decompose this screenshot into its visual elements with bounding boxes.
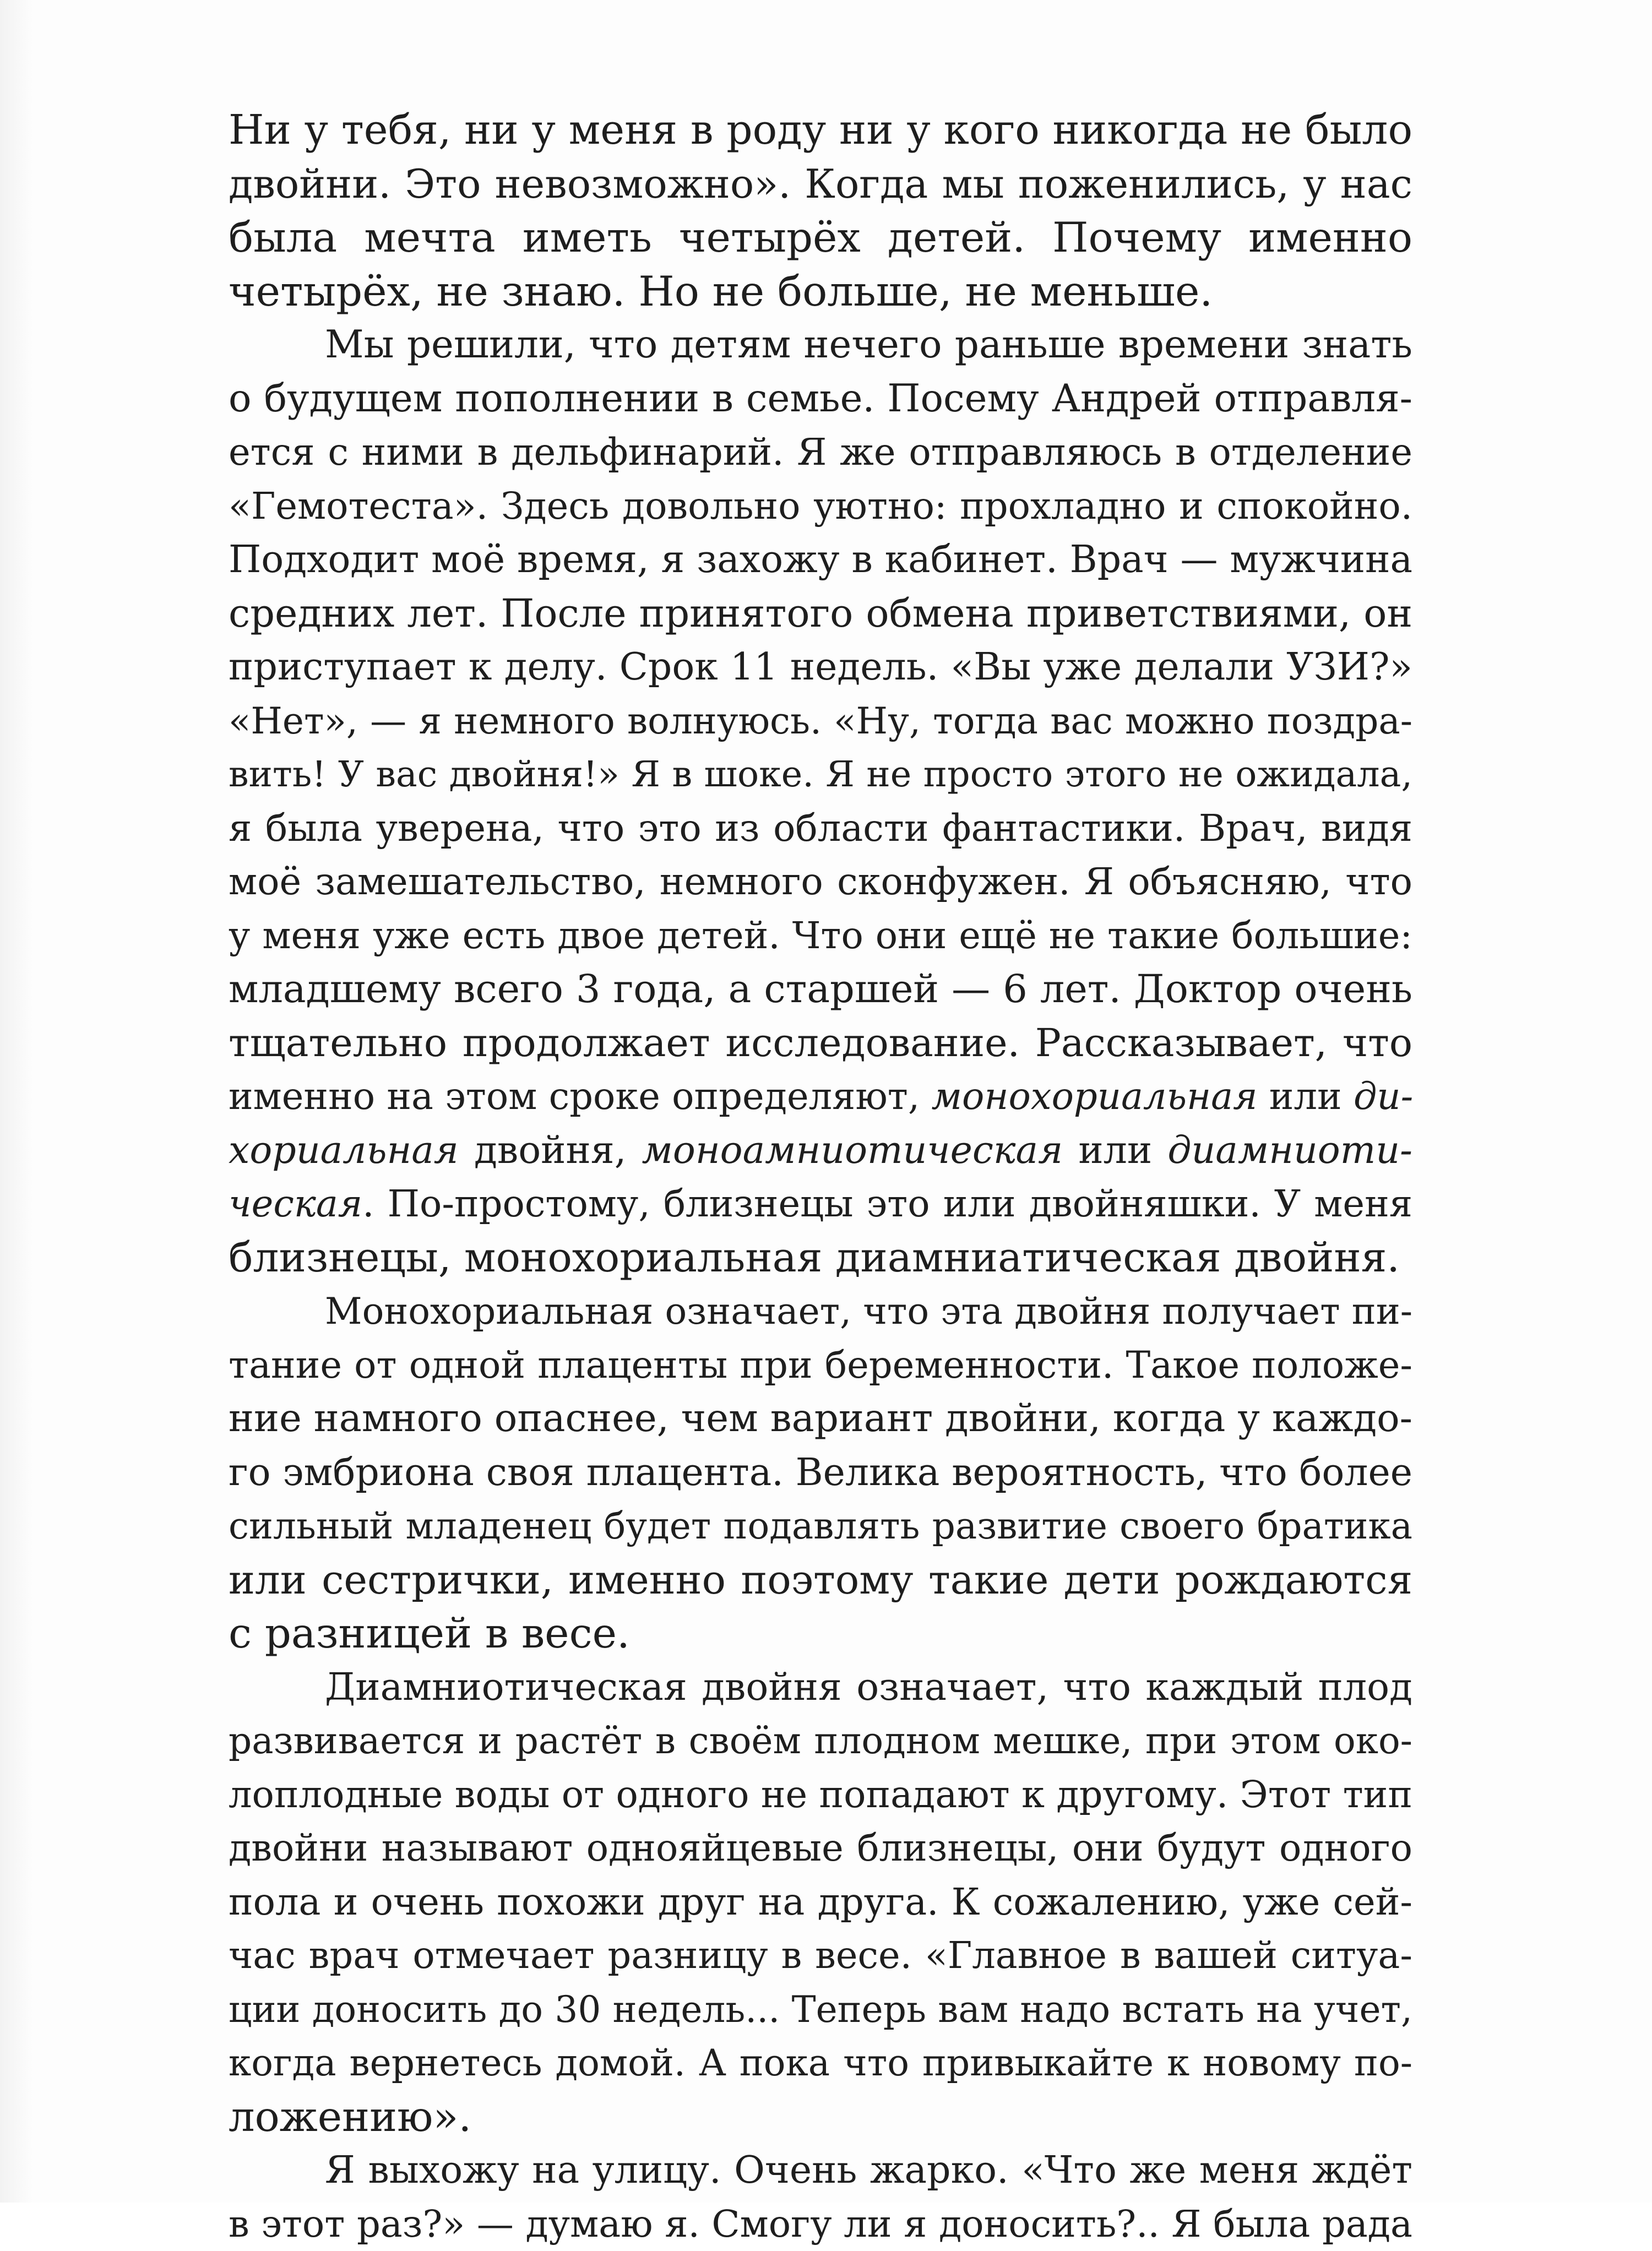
text-line: час врач отмечает разницу в весе. «Главное в вашей ситуа- (229, 1929, 1412, 1983)
text-line: го эмбриона своя плацента. Велика вероятность, что более (229, 1446, 1412, 1500)
page-text (229, 104, 1412, 2251)
text-line: тщательно продолжает исследование. Рассказывает, что (229, 1016, 1412, 1070)
text-line: Я выхожу на улицу. Очень жарко. «Что же меня ждёт (229, 2144, 1412, 2198)
italic-term: моноамниотическая (642, 1129, 1063, 1172)
text-line: ние намного опаснее, чем вариант двойни, когда у каждо- (229, 1392, 1412, 1446)
text-line: Диамниотическая двойня означает, что каждый плод (229, 1661, 1412, 1715)
text-line: «Нет», — я немного волнуюсь. «Ну, тогда вас можно поздра- (229, 694, 1412, 748)
text-line: Мы решили, что детям нечего раньше времени знать (229, 318, 1412, 372)
text-line: тание от одной плаценты при беременности. Такое положе- (229, 1339, 1412, 1393)
italic-term: ческая (229, 1182, 362, 1225)
text-line: с разницей в весе. (229, 1607, 1412, 1661)
text-line: средних лет. После принятого обмена приветствиями, он (229, 587, 1412, 641)
text-line: Ни у тебя, ни у меня в роду ни у кого никогда не было (229, 104, 1412, 157)
text-line: у меня уже есть двое детей. Что они ещё не такие большие: (229, 909, 1412, 963)
italic-term: диамниоти- (1167, 1129, 1412, 1172)
text-line-italic-terms (229, 1124, 1412, 1178)
text-line: близнецы, монохориальная диамниатическая двойня. (229, 1231, 1412, 1285)
text-line: сильный младенец будет подавлять развитие своего братика (229, 1499, 1412, 1553)
text-line: ции доносить до 30 недель... Теперь вам надо встать на учет, (229, 1983, 1412, 2037)
text-line: в этот раз?» — думаю я. Смогу ли я доносить?.. Я была рада (229, 2198, 1412, 2251)
text-run: именно на этом сроке определяют, (229, 1075, 931, 1118)
text-line: Монохориальная означает, что эта двойня получает пи- (229, 1285, 1412, 1339)
text-line: лоплодные воды от одного не попадают к другому. Этот тип (229, 1768, 1412, 1822)
italic-term: монохориальная (931, 1075, 1257, 1118)
page-gutter-shadow (0, 0, 33, 2203)
text-line: двойни. Это невозможно». Когда мы поженились, у нас (229, 157, 1412, 211)
text-line: ется с ними в дельфинарий. Я же отправляюсь в отделение (229, 426, 1412, 480)
text-line: ложению». (229, 2090, 1412, 2144)
italic-term: хориальная (229, 1129, 459, 1172)
text-line-italic-terms (229, 1177, 1412, 1231)
text-line: когда вернетесь домой. А пока что привыкайте к новому по- (229, 2036, 1412, 2090)
text-run: . По-простому, близнецы это или двойняшки. У меня (362, 1182, 1412, 1225)
text-line: или сестрички, именно поэтому такие дети рождаются (229, 1553, 1412, 1607)
text-line: вить! У вас двойня!» Я в шоке. Я не просто этого не ожидала, (229, 748, 1412, 802)
text-line: пола и очень похожи друг на друга. К сожалению, уже сей- (229, 1875, 1412, 1929)
text-line: приступает к делу. Срок 11 недель. «Вы уже делали УЗИ?» (229, 640, 1412, 694)
text-line: была мечта иметь четырёх детей. Почему именно (229, 211, 1412, 265)
italic-term: ди- (1354, 1075, 1413, 1118)
text-line: четырёх, не знаю. Но не больше, не меньше. (229, 265, 1412, 319)
text-line: развивается и растёт в своём плодном мешке, при этом око- (229, 1714, 1412, 1768)
text-run: или (1257, 1075, 1353, 1118)
text-line: «Гемотеста». Здесь довольно уютно: прохладно и спокойно. (229, 480, 1412, 534)
text-line: младшему всего 3 года, а старшей — 6 лет. Доктор очень (229, 963, 1412, 1016)
text-line: о будущем пополнении в семье. Посему Андрей отправля- (229, 372, 1412, 426)
text-line: Подходит моё время, я захожу в кабинет. Врач — мужчина (229, 533, 1412, 587)
text-run: или (1063, 1129, 1167, 1172)
text-line: моё замешательство, немного сконфужен. Я объясняю, что (229, 855, 1412, 909)
text-line: я была уверена, что это из области фантастики. Врач, видя (229, 802, 1412, 856)
text-line: двойни называют однояйцевые близнецы, они будут одного (229, 1822, 1412, 1875)
text-run: двойня, (459, 1129, 642, 1172)
text-line-italic-terms (229, 1070, 1412, 1124)
